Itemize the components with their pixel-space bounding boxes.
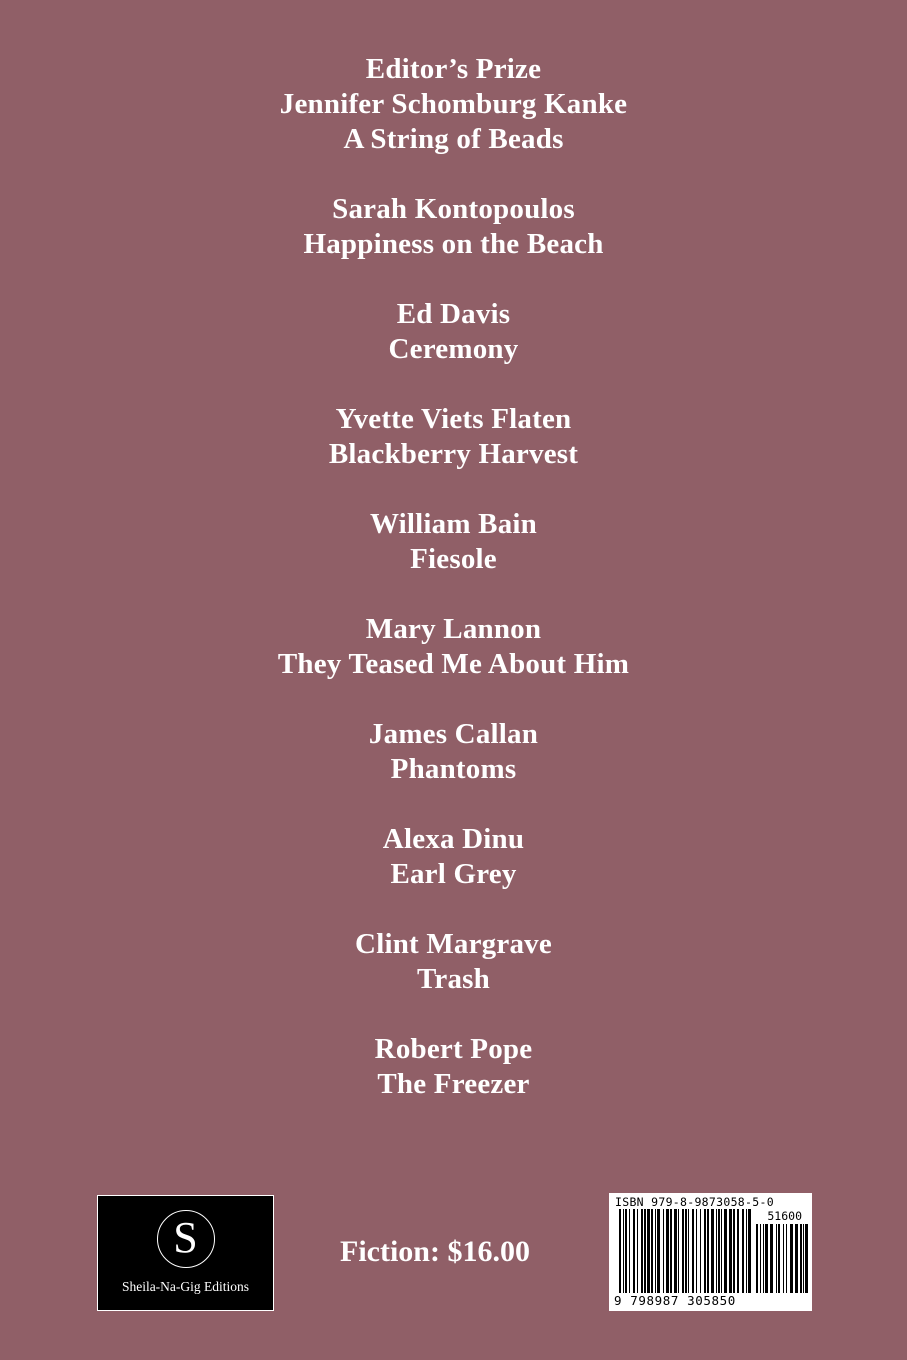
barcode-bar bbox=[776, 1224, 777, 1293]
entry-line: Yvette Viets Flaten bbox=[335, 403, 572, 435]
barcode-bar bbox=[704, 1209, 706, 1293]
barcode-bar bbox=[737, 1209, 739, 1293]
barcode-bar bbox=[783, 1224, 784, 1293]
barcode-bar bbox=[733, 1209, 735, 1293]
barcode-bar bbox=[637, 1209, 638, 1293]
publisher-logo-letter: S bbox=[173, 1213, 198, 1262]
barcode-bar bbox=[746, 1209, 747, 1293]
entry-line: Clint Margrave bbox=[355, 928, 552, 960]
barcode-bar bbox=[724, 1209, 727, 1293]
contents-entry bbox=[0, 717, 907, 787]
barcode-bar bbox=[716, 1209, 717, 1293]
barcode-bar bbox=[688, 1209, 689, 1293]
barcode-bar bbox=[711, 1209, 714, 1293]
barcode-bar bbox=[625, 1209, 627, 1293]
barcode-bar bbox=[666, 1209, 669, 1293]
entry-title: A String of Beads bbox=[343, 123, 564, 155]
barcode-bar bbox=[651, 1209, 653, 1293]
entry-line: Editor’s Prize bbox=[365, 53, 542, 85]
barcode-bar bbox=[778, 1224, 780, 1293]
barcode-number: 9 798987 305850 bbox=[614, 1293, 736, 1308]
barcode-bar bbox=[765, 1224, 768, 1293]
barcode-bar bbox=[795, 1224, 798, 1293]
barcode-bar bbox=[800, 1224, 802, 1293]
barcode-bar bbox=[629, 1209, 630, 1293]
barcode-bar bbox=[729, 1209, 732, 1293]
barcode-bar bbox=[805, 1224, 808, 1293]
entry-title: Trash bbox=[417, 963, 490, 995]
barcode-bar bbox=[803, 1224, 804, 1293]
entry-title: Fiesole bbox=[410, 543, 497, 575]
barcode-bar bbox=[678, 1209, 679, 1293]
barcode-bar bbox=[721, 1209, 722, 1293]
isbn-label: ISBN 979-8-9873058-5-0 bbox=[615, 1195, 774, 1209]
entry-line: William Bain bbox=[369, 508, 538, 540]
barcode-bar bbox=[786, 1224, 787, 1293]
barcode-bar bbox=[644, 1209, 646, 1293]
contents-entry bbox=[0, 52, 907, 157]
contents-entry bbox=[0, 822, 907, 892]
barcode-bar bbox=[760, 1224, 761, 1293]
entry-title: Phantoms bbox=[390, 753, 517, 785]
contents-entry bbox=[0, 507, 907, 577]
barcode-bar bbox=[718, 1209, 720, 1293]
publisher-logo-emblem bbox=[157, 1210, 215, 1268]
barcode-bar bbox=[623, 1209, 624, 1293]
publisher-name: Sheila-Na-Gig Editions bbox=[121, 1279, 250, 1294]
entry-line: Ed Davis bbox=[396, 298, 511, 330]
barcode-bar bbox=[657, 1209, 660, 1293]
publisher-logo bbox=[97, 1195, 274, 1311]
barcode-bar bbox=[707, 1209, 709, 1293]
contents-entry bbox=[0, 1032, 907, 1102]
barcode-bar bbox=[756, 1224, 758, 1293]
barcode-bars bbox=[619, 1209, 753, 1293]
entry-title: Earl Grey bbox=[390, 858, 517, 890]
barcode-bar bbox=[685, 1209, 687, 1293]
entry-line: James Callan bbox=[368, 718, 539, 750]
contents-entry bbox=[0, 402, 907, 472]
barcode-bar bbox=[763, 1224, 764, 1293]
barcode-bar bbox=[790, 1224, 793, 1293]
contents-entry bbox=[0, 612, 907, 682]
entry-title: Ceremony bbox=[388, 333, 519, 365]
entry-title: The Freezer bbox=[377, 1068, 530, 1100]
entry-line: Alexa Dinu bbox=[382, 823, 525, 855]
contents-entry bbox=[0, 297, 907, 367]
barcode-bar bbox=[742, 1209, 744, 1293]
barcode-bar bbox=[674, 1209, 677, 1293]
barcode-bar bbox=[641, 1209, 643, 1293]
contents-list bbox=[0, 52, 907, 1137]
price-addon-bars bbox=[756, 1224, 808, 1293]
entry-title: They Teased Me About Him bbox=[277, 648, 630, 680]
entry-line: Mary Lannon bbox=[365, 613, 542, 645]
barcode-bar bbox=[663, 1209, 664, 1293]
isbn-barcode bbox=[609, 1193, 812, 1311]
barcode-bar bbox=[655, 1209, 656, 1293]
price-code: 51600 bbox=[767, 1209, 802, 1223]
price-label: Fiction: $16.00 bbox=[340, 1235, 530, 1268]
entry-line: Robert Pope bbox=[374, 1033, 533, 1065]
barcode-bar bbox=[696, 1209, 697, 1293]
barcode-bar bbox=[700, 1209, 701, 1293]
barcode-bar bbox=[692, 1209, 694, 1293]
entry-line: Jennifer Schomburg Kanke bbox=[279, 88, 628, 120]
barcode-bar bbox=[670, 1209, 672, 1293]
entry-title: Blackberry Harvest bbox=[328, 438, 579, 470]
barcode-bar bbox=[633, 1209, 635, 1293]
barcode-bar bbox=[647, 1209, 650, 1293]
barcode-bar bbox=[748, 1209, 751, 1293]
contents-entry bbox=[0, 927, 907, 997]
entry-line: Sarah Kontopoulos bbox=[332, 193, 575, 225]
barcode-bar bbox=[619, 1209, 621, 1293]
entry-title: Happiness on the Beach bbox=[303, 228, 604, 260]
barcode-bar bbox=[770, 1224, 773, 1293]
barcode-bar bbox=[682, 1209, 684, 1293]
contents-entry bbox=[0, 192, 907, 262]
